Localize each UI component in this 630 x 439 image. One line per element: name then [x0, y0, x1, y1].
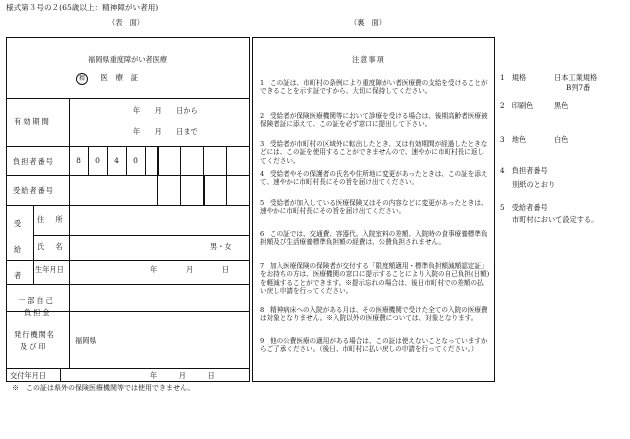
payer-digit-3: 4 [114, 156, 119, 165]
spec-2-value: 黒色 [554, 101, 569, 110]
cert-title: 医 療 証 [100, 73, 139, 82]
validity-label: 有効期間 [14, 117, 51, 126]
payer-digit-4: 0 [133, 156, 138, 165]
issue-date-label: 交付年月日 [10, 371, 46, 380]
front-label: （表 面） [108, 18, 144, 27]
issuer-label-2: 及び印 [20, 342, 48, 351]
spec-3: 3 地色 [500, 135, 527, 144]
self-pay-label-1: 一部自己 [18, 296, 55, 305]
note-8: 8 精神病床への入院がある月は、その医療機関で受けた全ての入院の医療費は対象となりません。※入院以外の医療費については、対象となります。 [260, 306, 488, 323]
note-4: 4 受給者やその保護者の氏名や住所地に変更があったときは、この証を添えて、速やかに市町村長にその旨を届け出てください。 [260, 170, 488, 187]
back-label: （裏 面） [350, 18, 386, 27]
recipient-number-label: 受給者番号 [13, 186, 54, 195]
issue-date-value: 年 月 日 [150, 371, 215, 380]
form-label: 様式第３号の２(65歳以上：精神障がい者用) [6, 3, 159, 12]
note-1: 1 この証は、市町村の条例により重度障がい者医療費の支給を受けることができることを示す証ですから、大切に保持してください。 [260, 79, 488, 96]
validity-to: 年 月 日まで [133, 127, 198, 136]
spec-1-value2: B列7番 [566, 83, 591, 92]
note-7: 7 加入医療保険の保険者が交付する「限度額適用・標準負担額減額認定証」をお持ちの方は、医療機関の窓口に提示することにより入院の自己負担(日額)を軽減することができます。※提示忘れの場合は、後日市町村での差額の払い戻し申請を行ってください。 [260, 262, 490, 296]
gender-options: 男・女 [210, 242, 232, 251]
note-3: 3 受給者が市町村の区域外に転出したとき、又は有効期間が経過したときなどには、この証を使用することができませんので、速やかに市町村長に返してください。 [260, 140, 488, 165]
spec-1: 1 規格 [500, 73, 527, 82]
spec-5-value: 市町村において設定する。 [512, 215, 599, 224]
birth-label: 生年月日 [35, 265, 64, 274]
org-title: 福岡県重度障がい者医療 [88, 55, 168, 64]
spec-4: 4 負担者番号 [500, 166, 548, 175]
note-5: 5 受給者が加入している医療保険又はその内容などに変更があったときは、速やかに市町村長にその旨を届け出てください。 [260, 199, 488, 216]
note-6: 6 この証では、交通費、容器代、入院室料の差額、入院時の食事療養標準負担額及び生活療養標準負担額の経費は、公費負担されません。 [260, 230, 488, 247]
note-2: 2 受給者が保険医療機関等において診療を受ける場合は、後期高齢者医療被保険者証に添えて、この証を必ず窓口に提出して下さい。 [260, 112, 488, 129]
note-9: 9 他の公費医療の適用がある場合は、この証は使えないことなっていますからご了承ください。（後日、市町村に払い戻しの申請を行ってください。） [260, 337, 488, 354]
self-pay-label-2: 負担金 [24, 308, 52, 317]
issuer-value: 福岡県 [75, 336, 97, 345]
payer-number-label: 負担者番号 [13, 157, 54, 166]
name-label: 氏 名 [37, 242, 65, 251]
spec-5: 5 受給者番号 [500, 203, 548, 212]
cert-heading [76, 73, 138, 85]
recipient-group-label: 受給者 [14, 219, 22, 280]
footnote: ※ この証は県外の保険医療機関等では使用できません。 [12, 384, 195, 392]
birth-value: 年 月 日 [150, 265, 230, 274]
spec-2: 2 印刷色 [500, 101, 534, 110]
seal-mark: 精 [76, 73, 88, 85]
spec-1-value: 日本工業規格 [554, 73, 598, 82]
address-label: 住 所 [37, 215, 65, 224]
notes-title: 注意事項 [352, 55, 385, 64]
validity-from: 年 月 日から [133, 106, 198, 115]
payer-digit-2: 0 [95, 156, 100, 165]
issuer-label-1: 発行機関名 [14, 330, 55, 339]
payer-digit-1: 8 [76, 156, 81, 165]
spec-4-value: 別紙のとおり [512, 180, 556, 189]
spec-3-value: 白色 [554, 135, 569, 144]
